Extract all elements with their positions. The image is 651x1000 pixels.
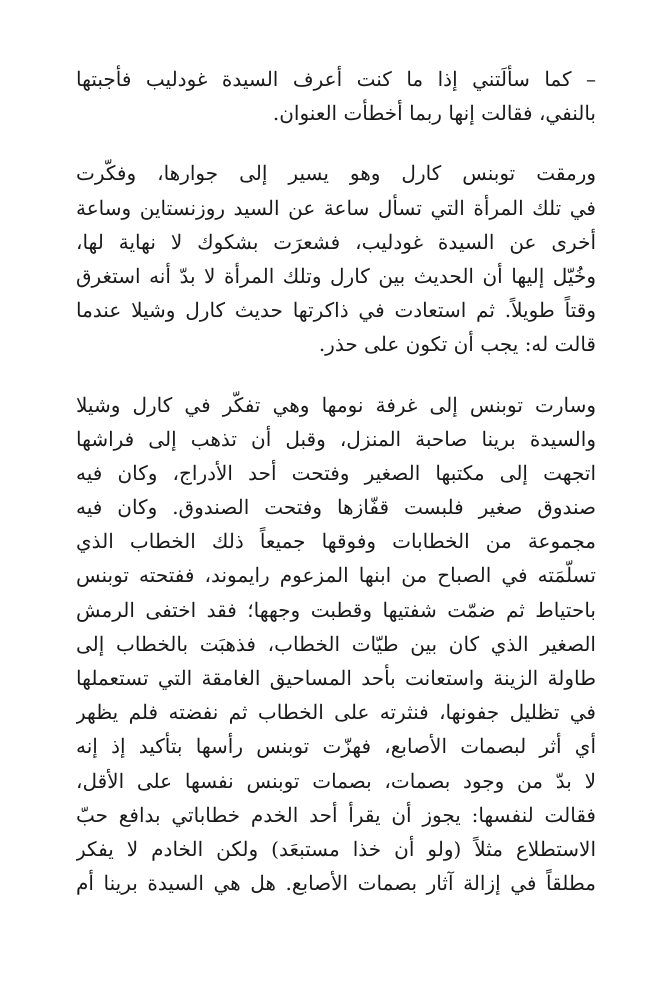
paragraph bbox=[76, 388, 596, 901]
text-line: وسارت توبنس إلى غرفة نومها وهي تفكّر في كارل وشيلا bbox=[76, 392, 596, 417]
text-line: تسلّمَته في الصباح من ابنها المزعوم رايموند، ففتحته توبنس bbox=[76, 563, 596, 588]
text-line: اتجهت إلى مكتبها الصغير وفتحت أحد الأدراج، وكان فيه bbox=[76, 460, 596, 485]
body-text bbox=[76, 62, 596, 900]
text-line: بالنفي، فقالت إنها ربما أخطأت العنوان. bbox=[272, 101, 596, 126]
text-line: مطلقاً في إزالة آثار بصمات الأصابع. هل هي السيدة برينا أم bbox=[76, 871, 596, 896]
text-line: لا بدّ من وجود بصمات، بصمات توبنس نفسها على الأقل، bbox=[76, 768, 596, 793]
text-line: الاستطلاع مثلاً (ولو أن خذا مستبعَد) ولكن الخادم لا يفكر bbox=[76, 836, 596, 861]
text-line: قالت له: يجب أن تكون على حذر. bbox=[318, 332, 596, 357]
text-line: أي أثر لبصمات الأصابع، فهزّت توبنس رأسها بتأكيد إذ إنه bbox=[76, 734, 596, 759]
paragraph bbox=[76, 62, 596, 130]
text-line: الصغير الذي كان بين طيّات الخطاب، فذهبَت بالخطاب إلى bbox=[76, 631, 596, 656]
text-line: والسيدة برينا صاحبة المنزل، وقبل أن تذهب إلى فراشها bbox=[76, 426, 596, 451]
text-line: فقالت لنفسها: يجوز أن يقرأ أحد الخدم خطاباتي بدافع حبّ bbox=[76, 802, 596, 827]
text-line: في تظليل جفونها، فنثرته على الخطاب ثم نفضته فلم يظهر bbox=[76, 700, 596, 725]
text-line: وقتاً طويلاً. ثم استعادت في ذاكرتها حديث كارل وشيلا عندما bbox=[76, 298, 596, 323]
text-line: صندوق صغير فلبست قفّازها وفتحت الصندوق. وكان فيه bbox=[76, 495, 596, 520]
text-line: في تلك المرأة التي تسأل ساعة عن السيد روزنستاين وساعة bbox=[76, 195, 596, 220]
text-line: مجموعة من الخطابات وفوقها جميعاً ذلك الخطاب الذي bbox=[76, 529, 596, 554]
text-line: وخُيّل إليها أن الحديث بين كارل وتلك المرأة لا بدّ أنه استغرق bbox=[76, 263, 596, 288]
text-line: – كما سألَتني إذا ما كنت أعرف السيدة غودليب فأجبتها bbox=[76, 67, 596, 91]
text-line: أخرى عن السيدة غودليب، فشعرَت بشكوك لا نهاية لها، bbox=[76, 229, 596, 254]
text-line: ورمقت توبنس كارل وهو يسير إلى جوارها، وفكّرت bbox=[76, 161, 596, 186]
text-line: باحتياط ثم ضمّت شفتيها وقطبت وجهها؛ فقد اختفى الرمش bbox=[76, 597, 596, 622]
text-line: طاولة الزينة واستعانت بأحد المساحيق الغامقة التي تستعملها bbox=[76, 666, 596, 690]
paragraph bbox=[76, 156, 596, 361]
